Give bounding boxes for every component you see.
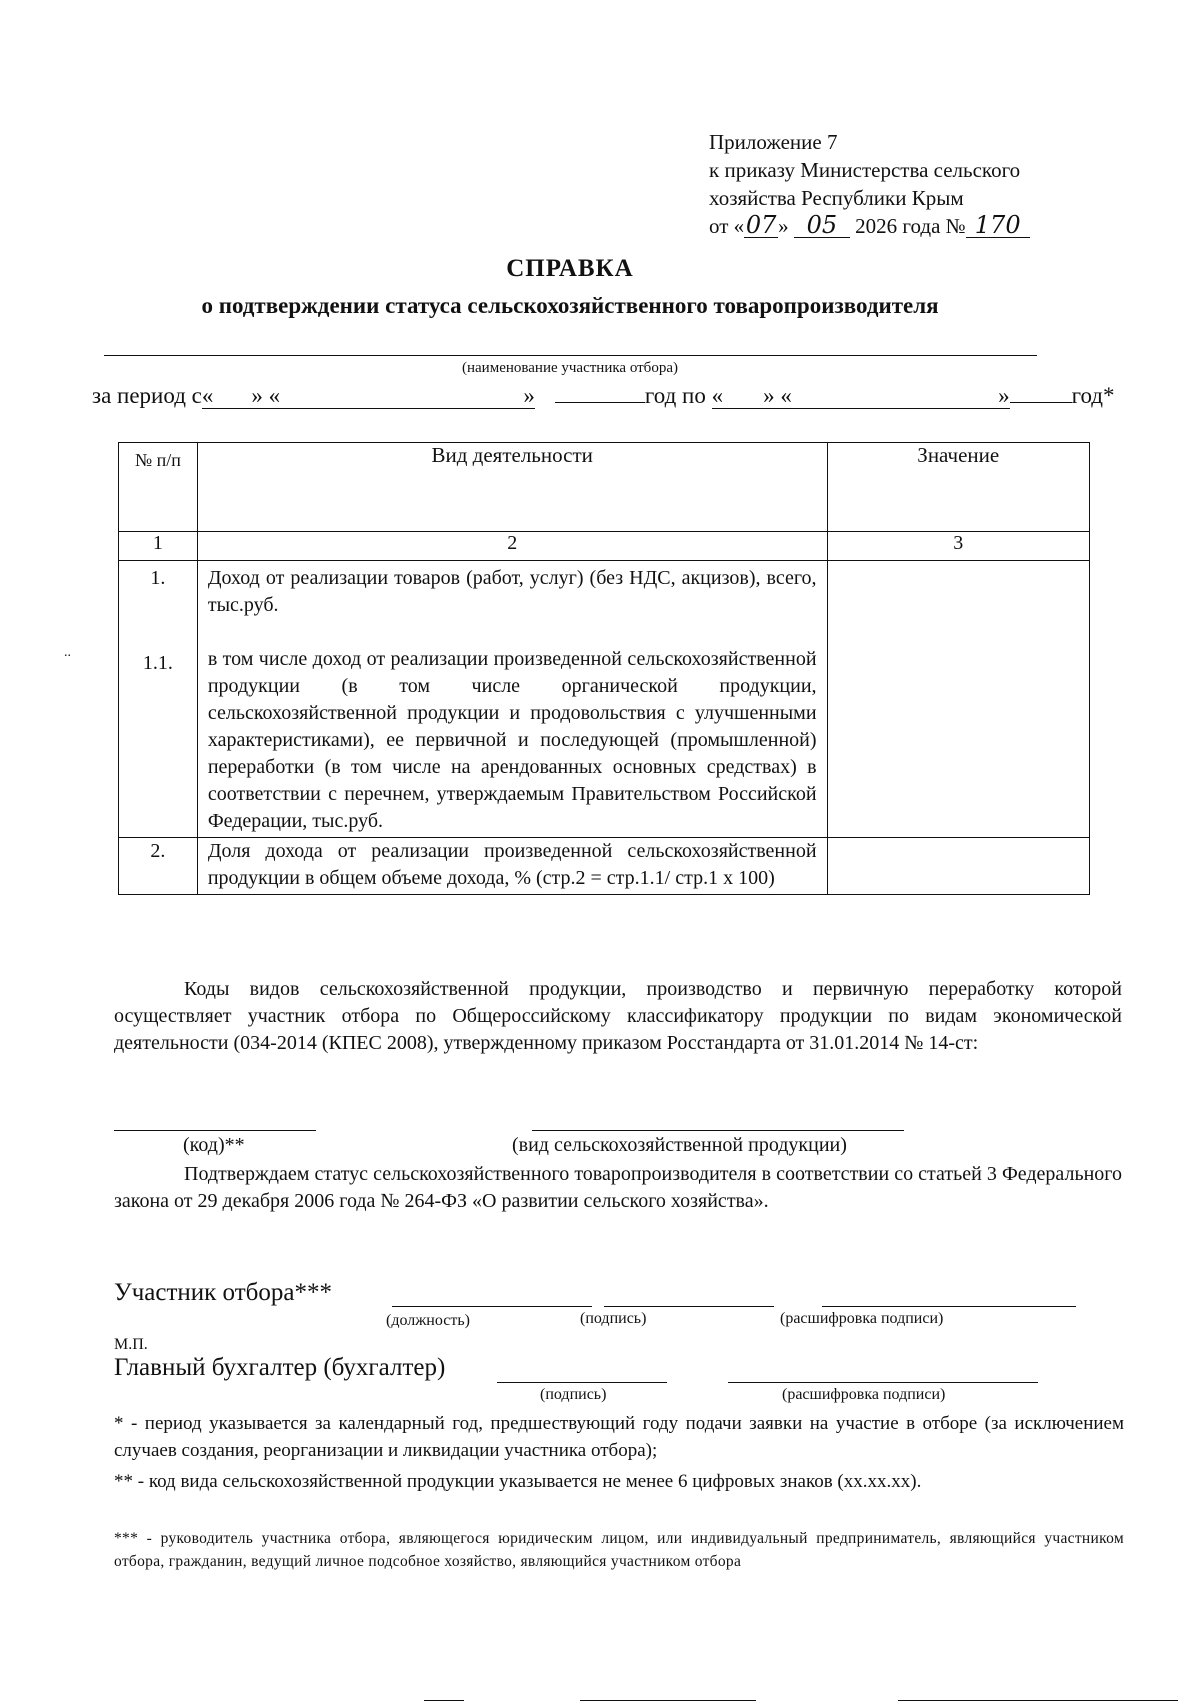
code-line (114, 1130, 316, 1131)
period-start-day: « » « (202, 384, 360, 409)
header-value: Значение (827, 443, 1089, 532)
margin-mark: .. (64, 645, 71, 660)
acc-decoding-caption: (расшифровка подписи) (782, 1386, 946, 1403)
appendix-line-2: к приказу Министерства сельского (709, 158, 1021, 182)
acc-decoding-line (728, 1382, 1038, 1383)
period-prefix: за период с (92, 383, 202, 408)
bottom-cut-line (424, 1700, 464, 1701)
row-value-cell[interactable] (827, 561, 1089, 838)
col-number-2: 2 (197, 532, 827, 561)
product-caption: (вид сельскохозяйственной продукции) (512, 1134, 847, 1156)
order-number: 170 (966, 213, 1030, 238)
col-number-3: 3 (827, 532, 1089, 561)
date-sep: » (778, 214, 789, 238)
codes-paragraph: Коды видов сельскохозяйственной продукции, производство и первичную переработку которой осуществляет участник отбора по Общероссийскому классификатору продукции по видам экономической деятельности (034-2014 (КПЕС 2008), утвержденному приказом Росстандарта от 31.01.2014 № 14-ст: (114, 978, 1122, 1054)
period-year-end: год* (1071, 383, 1115, 408)
date-prefix: от « (709, 214, 745, 238)
participant-name-line (104, 355, 1037, 356)
col-number-1: 1 (119, 532, 198, 561)
participant-label: Участник отбора*** (114, 1279, 332, 1306)
period-end-month: » (862, 384, 1010, 409)
acc-signature-line (497, 1382, 667, 1383)
footnote-2: ** - код вида сельскохозяйственной продукции указывается не менее 6 цифровых знаков (хх.хх.хх). (114, 1471, 922, 1492)
row-num: 1. (150, 567, 166, 589)
participant-caption: (наименование участника отбора) (462, 360, 678, 376)
confirm-paragraph: Подтверждаем статус сельскохозяйственного товаропроизводителя в соответствии со статьей 3 Федерального закона от 29 декабря 2006 года № 264-ФЗ «О развитии сельского хозяйства». (114, 1163, 1122, 1212)
decoding-caption: (расшифровка подписи) (780, 1310, 944, 1327)
row-num: 2. (150, 840, 166, 862)
stamp-label: М.П. (114, 1336, 148, 1353)
row-text: Доля дохода от реализации произведенной сельскохозяйственной продукции в общем объеме дохода, % (стр.2 = стр.1.1/ стр.1 х 100) (207, 840, 817, 889)
period-start-month: » (360, 384, 535, 409)
row-num: 1.1. (142, 652, 173, 674)
document-title: СПРАВКА (506, 255, 634, 282)
appendix-block (709, 128, 1030, 240)
table-header-row (119, 443, 1090, 532)
header-num: № п/п (119, 443, 198, 532)
date-month: 05 (794, 213, 850, 238)
code-caption: (код)** (183, 1134, 245, 1156)
accountant-label: Главный бухгалтер (бухгалтер) (114, 1354, 446, 1381)
row-value-cell[interactable] (827, 838, 1089, 895)
position-caption: (должность) (386, 1312, 470, 1329)
acc-signature-caption: (подпись) (540, 1386, 607, 1403)
signature-line (604, 1306, 774, 1307)
row-text: Доход от реализации товаров (работ, услуг) (без НДС, акцизов), всего, тыс.руб. (207, 567, 817, 616)
decoding-line (822, 1306, 1076, 1307)
table-row (119, 561, 1090, 838)
footnote-3: *** - руководитель участника отбора, являющегося юридическим лицом, или индивидуальный предприниматель, являющийся участником отбора, гражданин, ведущий личное подсобное хозяйство, являющийся участником отбора (114, 1530, 1124, 1570)
bottom-cut-line (580, 1700, 756, 1701)
header-activity: Вид деятельности (197, 443, 827, 532)
period-end-day: « » « (712, 384, 862, 409)
date-year-text: 2026 года № (855, 214, 966, 238)
activity-table (118, 442, 1090, 895)
bottom-cut-line (898, 1700, 1178, 1701)
period-line (92, 383, 1115, 409)
table-row (119, 838, 1090, 895)
row-text: в том числе доход от реализации произведенной сельскохозяйственной продукции (в том числе органической продукции, сельскохозяйственной продукции и продовольствия с улучшенными характеристиками), ее первичной и последующей (промышленной) переработки (в том числе на арендованных основных средствах) в соответствии с перечнем, утверждаемым Правительством Российской Федерации, тыс.руб. (207, 648, 817, 832)
table-column-numbers-row (119, 532, 1090, 561)
appendix-line-1: Приложение 7 (709, 130, 838, 154)
period-start-year (555, 402, 645, 403)
date-day: 07 (745, 211, 777, 239)
period-year-to: год по (644, 383, 706, 408)
product-line (532, 1130, 904, 1131)
appendix-line-3: хозяйства Республики Крым (709, 186, 964, 210)
position-line (392, 1306, 592, 1307)
appendix-date-line (709, 212, 1030, 240)
signature-caption: (подпись) (580, 1310, 647, 1327)
footnote-1: * - период указывается за календарный год, предшествующий году подачи заявки на участие в отборе (за исключением случаев создания, реорганизации и ликвидации участника отбора); (114, 1413, 1124, 1461)
document-subtitle: о подтверждении статуса сельскохозяйственного товаропроизводителя (201, 293, 939, 318)
period-end-year (1010, 402, 1072, 403)
